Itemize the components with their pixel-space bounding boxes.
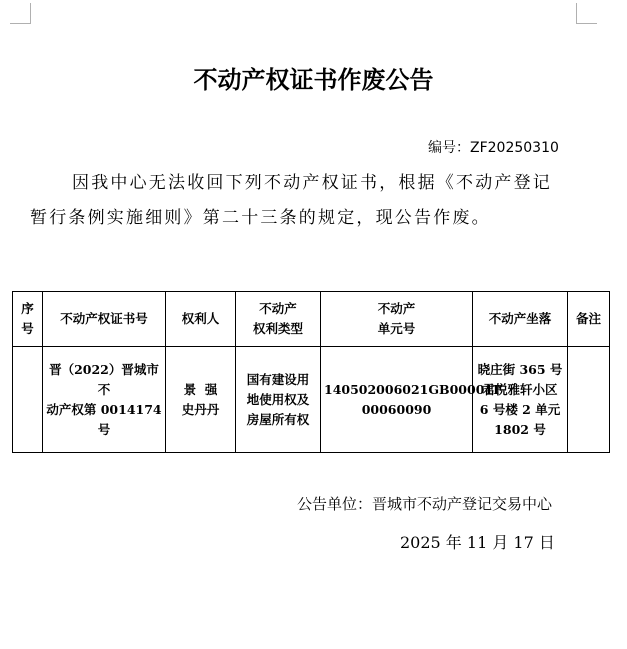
header-remark: 备注 xyxy=(568,292,610,347)
document-title: 不动产权证书作废公告 xyxy=(193,65,434,94)
notice-date: 2025 年 11 月 17 日 xyxy=(400,533,555,552)
cell-seq xyxy=(13,347,43,453)
header-right-type: 不动产 权利类型 xyxy=(236,292,321,347)
page-corner-mark-top-right xyxy=(576,3,597,24)
cell-cert-no: 晋（2022）晋城市不 动产权第 0014174 号 xyxy=(43,347,166,453)
page-corner-mark-top-left xyxy=(10,3,31,24)
void-certificate-table xyxy=(12,291,610,453)
cell-owner: 景 强 史丹丹 xyxy=(166,347,236,453)
header-unit-no: 不动产 单元号 xyxy=(321,292,473,347)
cell-location: 晓庄街 365 号 君悦雅轩小区 6 号楼 2 单元 1802 号 xyxy=(473,347,568,453)
issuing-unit: 公告单位：晋城市不动产登记交易中心 xyxy=(297,495,553,513)
paragraph-line-2: 暂行条例实施细则》第二十三条的规定，现公告作废。 xyxy=(30,208,491,228)
table-row xyxy=(13,347,610,453)
header-owner: 权利人 xyxy=(166,292,236,347)
document-number xyxy=(428,137,559,157)
document-number-label: 编号： xyxy=(428,140,470,156)
cell-right-type: 国有建设用 地使用权及 房屋所有权 xyxy=(236,347,321,453)
table-header-row xyxy=(13,292,610,347)
cell-remark xyxy=(568,347,610,453)
paragraph-line-1: 因我中心无法收回下列不动产权证书，根据《不动产登记 xyxy=(72,173,552,193)
cell-unit-no: 140502006021GB00001F 00060090 xyxy=(321,347,473,453)
header-cert-no: 不动产权证书号 xyxy=(43,292,166,347)
header-seq: 序 号 xyxy=(13,292,43,347)
notice-paragraph xyxy=(30,166,590,236)
header-location: 不动产坐落 xyxy=(473,292,568,347)
document-number-value: ZF20250310 xyxy=(470,140,559,156)
